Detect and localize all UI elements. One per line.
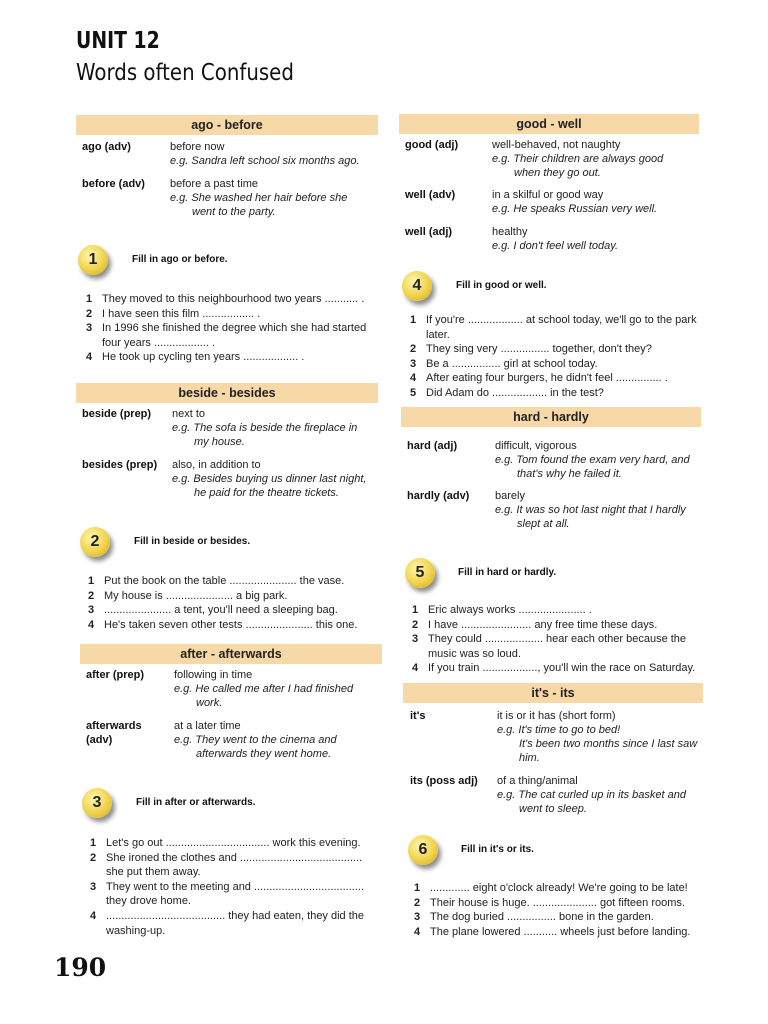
term-afterwards: afterwards (adv) xyxy=(86,720,142,746)
term-good-adj: good (adj) xyxy=(405,139,459,151)
list-item: 4 ....................................... they had eaten, they did the washing-up. xyxy=(90,909,365,937)
exercise-1-list xyxy=(86,292,382,365)
list-item: 3 They could ................... hear each other because the music was so loud. xyxy=(412,633,687,660)
term-well-adj: well (adj) xyxy=(405,226,453,238)
exercise-number-badge: 1 xyxy=(78,245,108,275)
list-item: 2 She ironed the clothes and ........................................ she put them away. xyxy=(90,851,363,879)
definition-besides: also, in addition to e.g. Besides buying us dinner last night, he paid for the theatre tickets. xyxy=(172,459,367,499)
term-before: before (adv) xyxy=(82,178,145,190)
list-item: 2 My house is ...................... a big park. xyxy=(88,589,288,602)
definition-before: before a past time e.g. She washed her hair before she went to the party. xyxy=(170,178,348,218)
exercise-instruction: Fill in after or afterwards. xyxy=(136,797,256,808)
term-hardly: hardly (adv) xyxy=(407,490,470,502)
list-item: 3 Be a ................ girl at school today. xyxy=(410,357,598,370)
exercise-instruction: Fill in good or well. xyxy=(456,280,547,291)
exercise-4-list xyxy=(410,313,702,401)
unit-label: UNIT 12 xyxy=(76,28,160,54)
exercise-instruction: Fill in it's or its. xyxy=(461,844,534,855)
term-its-short: it's xyxy=(410,710,426,722)
list-item: 1 If you're .................. at school today, we'll go to the park later. xyxy=(410,314,697,341)
list-item: 4 He's taken seven other tests ...................... this one. xyxy=(88,618,358,631)
exercise-instruction: Fill in hard or hardly. xyxy=(458,567,557,578)
term-hard: hard (adj) xyxy=(407,440,458,452)
list-item: 5 Did Adam do .................. in the test? xyxy=(410,386,604,399)
list-item: 2 I have seen this film ................. . xyxy=(86,307,261,320)
list-item: 2 They sing very ................ together, don't they? xyxy=(410,343,652,356)
definition-ago: before now e.g. Sandra left school six months ago. xyxy=(170,141,360,167)
term-ago: ago (adv) xyxy=(82,141,131,153)
definition-its-poss: of a thing/animal e.g. The cat curled up in its basket and went to sleep. xyxy=(497,775,686,815)
definition-hardly: barely e.g. It was so hot last night that I hardly slept at all. xyxy=(495,490,686,530)
definition-beside: next to e.g. The sofa is beside the fireplace in my house. xyxy=(172,408,358,448)
list-item: 4 The plane lowered ........... wheels just before landing. xyxy=(414,925,691,938)
list-item: 3 The dog buried ................ bone in the garden. xyxy=(414,911,654,924)
section-heading-hard-hardly: hard - hardly xyxy=(401,407,701,427)
term-besides: besides (prep) xyxy=(82,459,158,471)
definition-hard: difficult, vigorous e.g. Tom found the exam very hard, and that's why he failed it. xyxy=(495,440,690,480)
section-heading-beside-besides: beside - besides xyxy=(76,383,378,403)
list-item: 3 ...................... a tent, you'll need a sleeping bag. xyxy=(88,604,338,617)
term-its-poss: its (poss adj) xyxy=(410,775,478,787)
list-item: 3 They went to the meeting and .................................... they drove home. xyxy=(90,880,365,908)
exercise-6-list xyxy=(414,881,706,939)
list-item: 3 In 1996 she finished the degree which she had started four years .................. . xyxy=(86,322,367,349)
exercise-5-list xyxy=(412,603,704,676)
definition-after: following in time e.g. He called me after I had finished work. xyxy=(174,669,354,709)
definition-afterwards: at a later time e.g. They went to the cinema and afterwards they went home. xyxy=(174,720,337,760)
exercise-instruction: Fill in ago or before. xyxy=(132,254,228,265)
exercise-number-badge: 2 xyxy=(80,527,110,557)
list-item: 4 He took up cycling ten years .................. . xyxy=(86,351,305,364)
list-item: 1 They moved to this neighbourhood two years ........... . xyxy=(86,293,365,305)
section-heading-good-well: good - well xyxy=(399,114,699,134)
list-item: 1 ............. eight o'clock already! We're going to be late! xyxy=(414,882,688,894)
page-title: Words often Confused xyxy=(76,60,294,86)
list-item: 1 Put the book on the table ...................... the vase. xyxy=(88,575,345,587)
section-heading-ago-before: ago - before xyxy=(76,115,378,135)
exercise-2-list xyxy=(88,574,382,632)
exercise-number-badge: 4 xyxy=(402,271,432,301)
list-item: 1 Let's go out .................................. work this evening. xyxy=(90,837,361,849)
list-item: 4 If you train .................., you'll win the race on Saturday. xyxy=(412,662,696,675)
term-beside: beside (prep) xyxy=(82,408,152,420)
page-number: 190 xyxy=(54,953,107,982)
list-item: 2 I have ....................... any free time these days. xyxy=(412,618,658,631)
definition-good-adj: well-behaved, not naughty e.g. Their children are always good when they go out. xyxy=(492,139,664,179)
definition-well-adj: healthy e.g. I don't feel well today. xyxy=(492,226,619,252)
definition-well-adv: in a skilful or good way e.g. He speaks Russian very well. xyxy=(492,189,658,215)
section-heading-its: it's - its xyxy=(403,683,703,703)
exercise-number-badge: 6 xyxy=(408,835,438,865)
term-after: after (prep) xyxy=(86,669,145,681)
list-item: 2 Their house is huge. ..................... got fifteen rooms. xyxy=(414,896,685,909)
term-well-adv: well (adv) xyxy=(405,189,456,201)
exercise-instruction: Fill in beside or besides. xyxy=(134,536,251,547)
exercise-number-badge: 3 xyxy=(82,788,112,818)
exercise-number-badge: 5 xyxy=(405,558,435,588)
list-item: 4 After eating four burgers, he didn't feel ............... . xyxy=(410,372,668,385)
exercise-3-list xyxy=(90,836,382,938)
definition-its-short: it is or it has (short form) e.g. It's time to go to bed! It's been two months since I last saw him. xyxy=(497,710,698,764)
section-heading-after-afterwards: after - afterwards xyxy=(80,644,382,664)
list-item: 1 Eric always works ...................... . xyxy=(412,604,592,616)
